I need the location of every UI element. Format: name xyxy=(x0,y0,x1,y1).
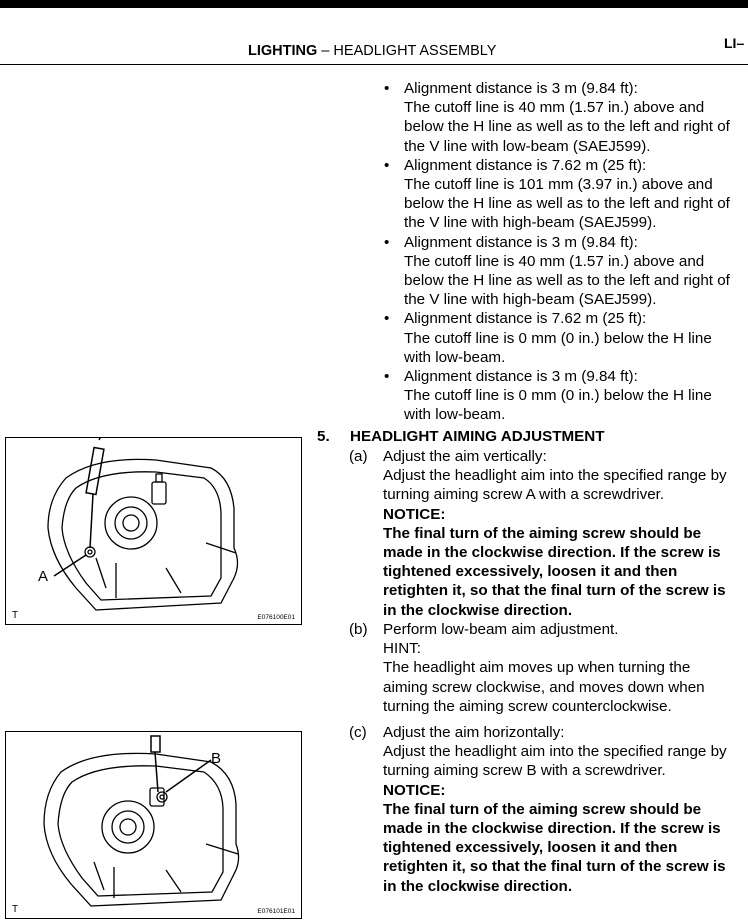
bullet-text: below the H line as well as to the left and right of xyxy=(404,118,730,136)
bullet-text: Alignment distance is 3 m (9.84 ft): xyxy=(404,233,638,251)
notice-text: retighten it, so that the final turn of the screw is xyxy=(383,582,726,600)
bullet-text: The cutoff line is 101 mm (3.97 in.) above and xyxy=(404,176,713,194)
step-number: 5. xyxy=(317,428,330,445)
alignment-bullet xyxy=(384,309,748,367)
bullet-dot: • xyxy=(384,156,390,174)
bullet-text: The cutoff line is 40 mm (1.57 in.) above and xyxy=(404,252,705,270)
bullet-text: below the H line as well as to the left and right of xyxy=(404,195,730,213)
notice-label: NOTICE: xyxy=(383,505,446,523)
substep-label: (b) xyxy=(349,621,368,638)
alignment-bullet xyxy=(384,367,748,425)
substep-label: (c) xyxy=(349,724,367,741)
bullet-text: below the H line as well as to the left and right of xyxy=(404,272,730,290)
step-title: HEADLIGHT AIMING ADJUSTMENT xyxy=(350,428,605,445)
bullet-text: Alignment distance is 7.62 m (25 ft): xyxy=(404,156,647,174)
notice-text: tightened excessively, loosen it and then xyxy=(383,839,678,857)
alignment-bullet-list xyxy=(384,79,748,425)
notice-text: The final turn of the aiming screw should be xyxy=(383,800,702,818)
bullet-text: the V line with high-beam (SAEJ599). xyxy=(404,214,657,232)
alignment-bullet xyxy=(384,233,748,310)
bullet-text: with low-beam. xyxy=(404,348,506,366)
notice-label: NOTICE: xyxy=(383,781,446,799)
hint-text: The headlight aim moves up when turning the xyxy=(383,659,691,677)
figure-aiming-screw-b xyxy=(5,731,302,919)
page-id: LI– xyxy=(724,35,745,51)
bullet-text: the V line with high-beam (SAEJ599). xyxy=(404,291,657,309)
substep-heading: Perform low-beam aim adjustment. xyxy=(383,621,619,638)
bullet-text: The cutoff line is 0 mm (0 in.) below the H line xyxy=(404,387,712,405)
notice-text: made in the clockwise direction. If the screw is xyxy=(383,544,721,562)
figure-mark: T xyxy=(12,610,19,621)
hint-text: aiming screw clockwise, and moves down when xyxy=(383,678,705,696)
notice-text: tightened excessively, loosen it and then xyxy=(383,563,678,581)
notice-text: made in the clockwise direction. If the screw is xyxy=(383,820,721,838)
figure-mark: T xyxy=(12,904,19,915)
bullet-dot: • xyxy=(384,233,390,251)
substep-text: Adjust the headlight aim into the specified range by xyxy=(383,743,727,761)
figure-aiming-screw-a xyxy=(5,437,302,625)
notice-text: retighten it, so that the final turn of the screw is xyxy=(383,858,726,876)
figure-code: E076101E01 xyxy=(257,908,295,915)
substep-text: turning aiming screw A with a screwdriver. xyxy=(383,486,665,504)
figure-code: E076100E01 xyxy=(257,614,295,621)
headlight-illustration-a xyxy=(6,438,301,624)
bullet-text: The cutoff line is 0 mm (0 in.) below the H line xyxy=(404,329,712,347)
bullet-dot: • xyxy=(384,80,390,97)
bullet-text: Alignment distance is 3 m (9.84 ft): xyxy=(404,368,638,386)
notice-text: The final turn of the aiming screw should be xyxy=(383,524,702,542)
header-divider xyxy=(0,64,748,65)
headlight-illustration-b xyxy=(6,732,301,918)
hint-label: HINT: xyxy=(383,640,421,658)
bullet-text: with low-beam. xyxy=(404,406,506,424)
callout-a: A xyxy=(38,568,49,585)
bullet-text: The cutoff line is 40 mm (1.57 in.) above and xyxy=(404,99,705,117)
alignment-bullet xyxy=(384,156,748,233)
substep-heading: Adjust the aim horizontally: xyxy=(383,724,565,741)
section-title: LIGHTING – HEADLIGHT ASSEMBLY xyxy=(248,43,497,59)
bullet-text: Alignment distance is 3 m (9.84 ft): xyxy=(404,80,638,97)
substep-heading: Adjust the aim vertically: xyxy=(383,448,547,465)
substep-text: Adjust the headlight aim into the specified range by xyxy=(383,467,727,485)
notice-text: in the clockwise direction. xyxy=(383,877,573,895)
page-header xyxy=(0,35,748,63)
hint-text: turning the aiming screw counterclockwise. xyxy=(383,697,672,715)
bullet-text: the V line with low-beam (SAEJ599). xyxy=(404,137,651,155)
notice-text: in the clockwise direction. xyxy=(383,601,573,619)
substep-text: turning aiming screw B with a screwdriver. xyxy=(383,762,666,780)
bullet-text: Alignment distance is 7.62 m (25 ft): xyxy=(404,310,647,328)
top-black-bar xyxy=(0,0,748,8)
bullet-dot: • xyxy=(384,310,390,328)
substep-label: (a) xyxy=(349,448,368,465)
callout-b: B xyxy=(211,750,222,767)
alignment-bullet xyxy=(384,79,748,156)
bullet-dot: • xyxy=(384,368,390,386)
